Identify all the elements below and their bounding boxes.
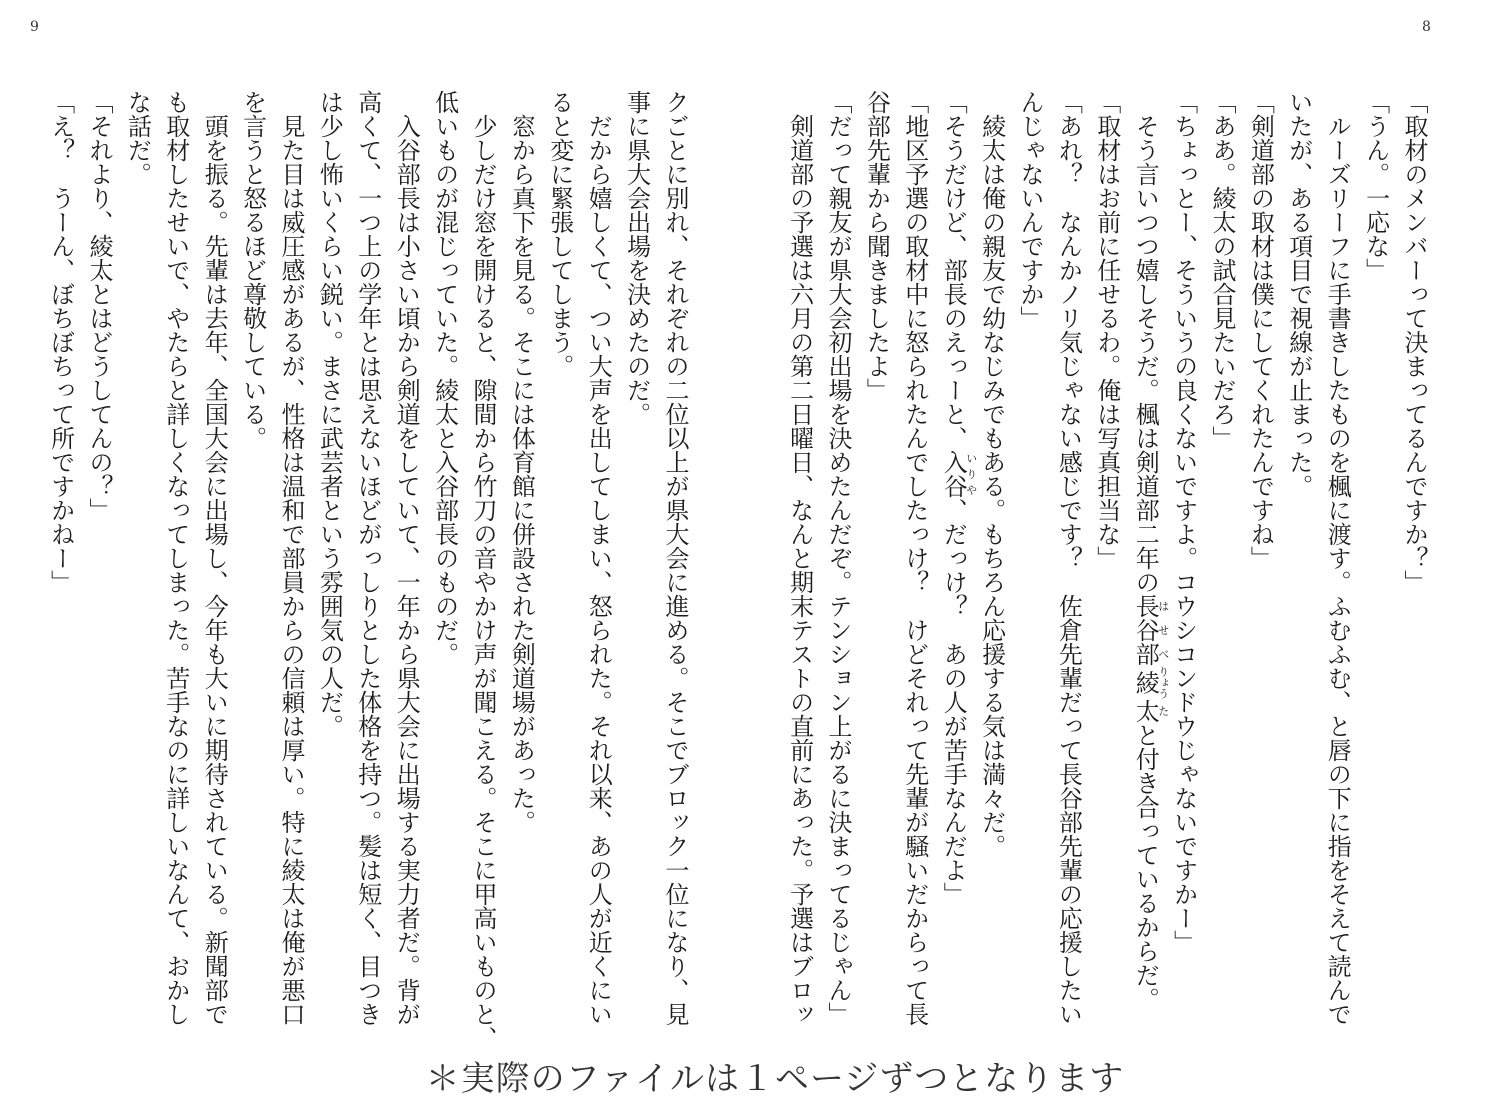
- text-run: ルーズリーフに手書きしたものを楓に渡す。ふむふむ、と唇の下に指をそえて読んで: [1323, 90, 1352, 1026]
- text-column: [152, 90, 200, 1026]
- text-run: な話だ。: [123, 90, 152, 186]
- text-run: そう言いつつ嬉しそうだ。楓は剣道部二年の: [1131, 90, 1160, 594]
- ruby-reading: はせべ: [1156, 594, 1170, 666]
- text-run: 低いものが混じっていた。綾太と入谷部長のものだ。: [430, 90, 459, 666]
- text-run: と付き合っているからだ。: [1131, 723, 1160, 1011]
- ruby-reading: りょう: [1156, 666, 1170, 699]
- text-column: [37, 90, 85, 594]
- ruby-reading: た: [1156, 699, 1170, 723]
- text-run: を言うと怒るほど尊敬している。: [238, 90, 267, 450]
- text-run: 綾太は俺の親友で幼なじみでもある。もちろん応援する気は満々だ。: [977, 90, 1006, 858]
- ruby-word: [1131, 699, 1170, 723]
- text-run: 「そうだけど、部長のえっーと、: [939, 90, 968, 450]
- text-run: 「あれ？ なんかノリ気じゃない感じです？ 佐倉先輩だって長谷部先輩の応援したい: [1054, 90, 1083, 1026]
- text-run: 少しだけ窓を開けると、隙間から竹刀の音やかけ声が聞こえる。そこに甲高いものと、: [469, 90, 497, 1050]
- text-run: だから嬉しくて、つい大声を出してしまい、怒られた。それ以来、あの人が近くにい: [584, 90, 613, 1026]
- text-run: ると変に緊張してしまう。: [545, 90, 574, 378]
- page-number: 8: [1422, 19, 1431, 35]
- ruby-base: 綾: [1131, 666, 1160, 699]
- text-column: [776, 90, 824, 1026]
- text-run: 見た目は威圧感があるが、性格は温和で部員からの信頼は厚い。特に綾太は俺が悪口: [277, 90, 305, 1026]
- text-run: いたが、ある項目で視線が止まった。: [1284, 90, 1313, 498]
- body-text: [750, 0, 1500, 1100]
- text-run: 頭を振る。先輩は去年、全国大会に出場し、今年も大いに期待されている。新聞部で: [200, 90, 229, 1026]
- text-run: 窓から真下を見る。そこには体育館に併設された剣道場があった。: [507, 90, 536, 834]
- text-run: クごとに別れ、それぞれの二位以上が県大会に進める。そこでブロック一位になり、見: [661, 90, 689, 1026]
- text-run: 高くて、一つ上の学年とは思えないほどがっしりとした体格を持つ。髪は短く、目つき: [353, 90, 382, 1026]
- text-run: 入谷部長は小さい頃から剣道をしていて、一年から県大会に出場する実力者だ。背が: [392, 90, 421, 1026]
- ruby-base: 長谷部: [1131, 594, 1160, 666]
- text-run: 「うん。一応な」: [1361, 90, 1390, 282]
- text-run: は少し怖いくらい鋭い。まさに武芸者という雰囲気の人だ。: [315, 90, 344, 738]
- page-8: [750, 0, 1500, 1100]
- text-run: 剣道部の予選は六月の第二日曜日、なんと期末テストの直前にあった。予選はブロッ: [785, 90, 814, 1026]
- ruby-base: 入谷: [939, 450, 968, 498]
- text-run: 「剣道部の取材は僕にしてくれたんですね」: [1246, 90, 1275, 570]
- text-run: も取材したせいで、やたらと詳しくなってしまった。苦手なのに詳しいなんて、おかし: [161, 90, 190, 1026]
- page-number: 9: [30, 19, 39, 35]
- ruby-word: [939, 450, 978, 498]
- notice-banner: ＊実際のファイルは１ページずつとなります: [425, 1059, 1125, 1099]
- text-run: 「ちょっとー、そういうの良くないですよ。コウシコンドウじゃないですかー」: [1169, 90, 1198, 954]
- ruby-reading: いりや: [964, 450, 978, 498]
- text-run: 「だって親友が県大会初出場を決めたんだぞ。テンション上がるに決まってるじゃん」: [824, 90, 852, 1026]
- ruby-word: [1131, 666, 1170, 699]
- text-run: 「取材はお前に任せるわ。俺は写真担当な」: [1092, 90, 1121, 570]
- text-run: 「ああ。綾太の試合見たいだろ」: [1208, 90, 1236, 450]
- text-run: 谷部先輩から聞きましたよ」: [862, 90, 891, 402]
- ruby-word: [1131, 594, 1170, 666]
- text-run: 事に県大会出場を決めたのだ。: [622, 90, 651, 426]
- text-run: 「え？ うーん、ぼちぼちって所ですかねー」: [46, 90, 75, 594]
- text-run: 「地区予選の取材中に怒られたんでしたっけ？ けどそれって先輩が騒いだからって長: [900, 90, 929, 1026]
- text-run: 「それより、綾太とはどうしてんの？」: [85, 90, 113, 522]
- text-run: んじゃないんですか」: [1016, 90, 1044, 330]
- text-run: 、だっけ？ あの人が苦手なんだよ」: [939, 498, 968, 906]
- ruby-base: 太: [1131, 699, 1160, 723]
- text-run: 「取材のメンバーって決まってるんですか？」: [1400, 90, 1428, 594]
